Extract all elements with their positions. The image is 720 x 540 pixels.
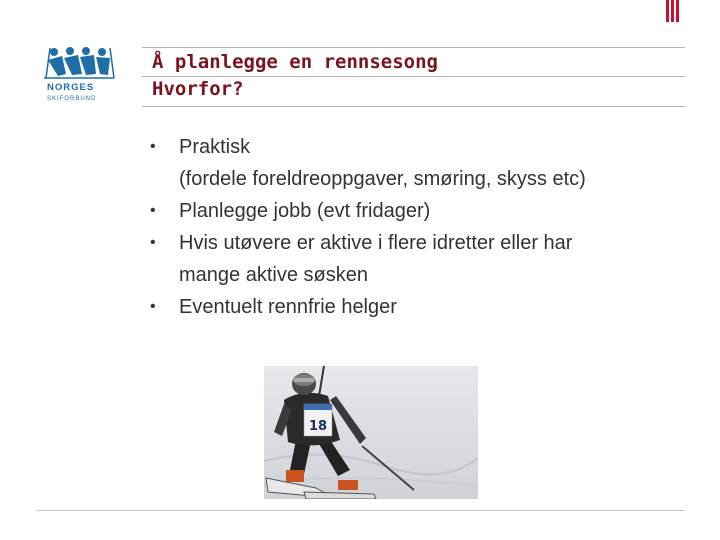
footer-rule (36, 510, 685, 511)
bullet-item (150, 195, 700, 227)
child-skier-photo (264, 366, 478, 499)
bullet-text: Eventuelt rennfrie helger (179, 296, 397, 318)
bullet-item (150, 131, 700, 195)
title-top-rule (142, 47, 685, 48)
bullet-text: Praktisk (179, 136, 251, 158)
bullet-subtext: mange aktive søsken (179, 264, 368, 286)
bullet-item (150, 291, 700, 323)
title-bottom-rule (142, 106, 685, 107)
bullet-item (150, 227, 700, 291)
logo-text: NORGES (47, 82, 95, 93)
logo-subtext: SKIFORBUND (47, 96, 97, 102)
bullet-subtext: (fordele foreldreoppgaver, smøring, skyss etc) (179, 168, 586, 190)
slide-subtitle: Hvorfor? (152, 78, 244, 100)
skier-figures-icon (40, 44, 120, 84)
bullet-text: Hvis utøvere er aktive i flere idretter eller har (179, 232, 573, 254)
corner-bars-decoration (666, 0, 680, 22)
bib-number: 18 (308, 419, 328, 434)
bullet-text: Planlegge jobb (evt fridager) (179, 200, 431, 222)
slide-title-line1: Å planlegge en rennsesong (152, 51, 438, 73)
bullet-list (150, 131, 700, 323)
norges-skiforbund-logo (40, 44, 120, 108)
slide-title (152, 49, 438, 103)
